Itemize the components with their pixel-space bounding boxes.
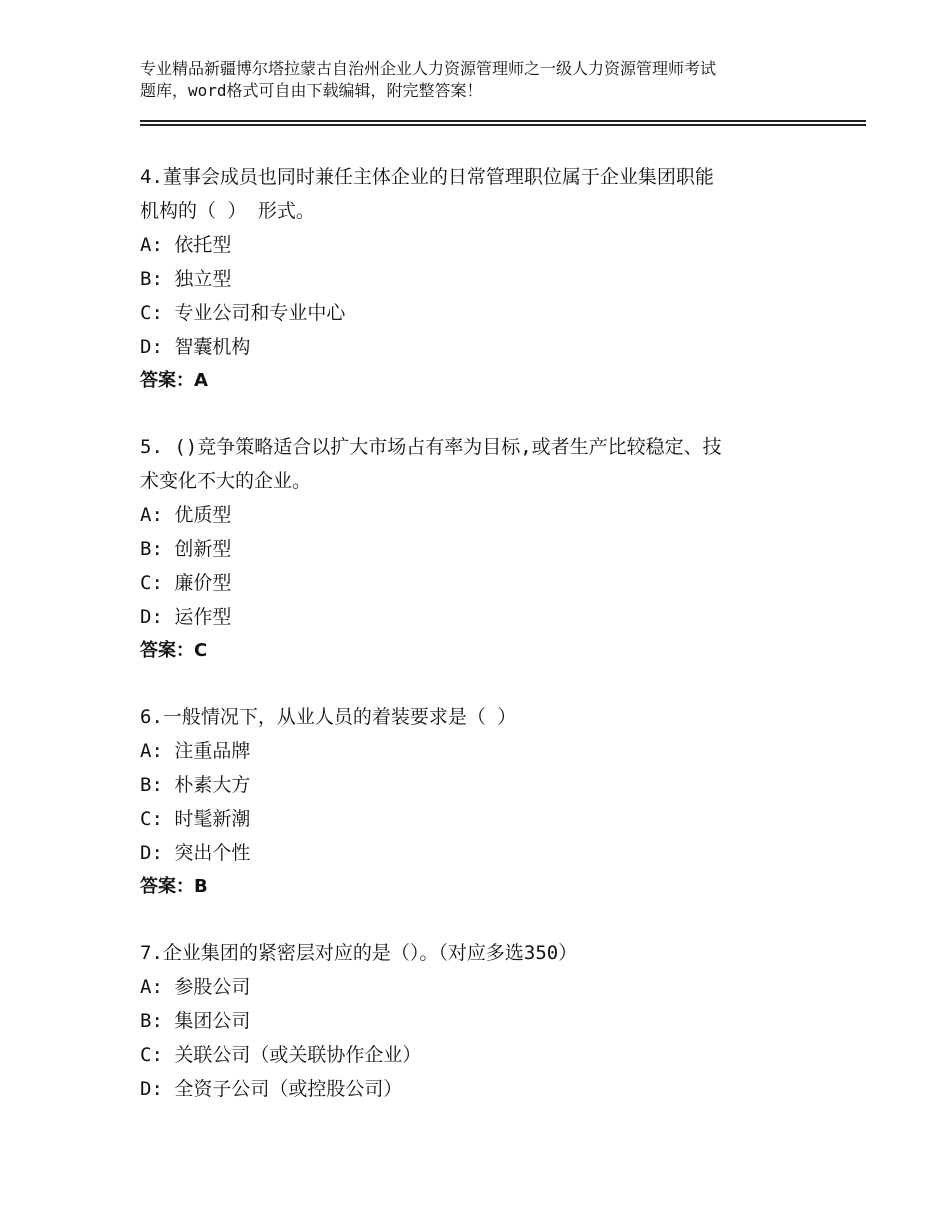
- question-6-option-a: A: 注重品牌: [140, 740, 251, 762]
- question-5-line-1: 5. ()竞争策略适合以扩大市场占有率为目标,或者生产比较稳定、技: [140, 436, 722, 458]
- question-6-option-d: D: 突出个性: [140, 842, 251, 864]
- question-7-option-b: B: 集团公司: [140, 1010, 251, 1032]
- question-5-line-2: 术变化不大的企业。: [140, 470, 312, 492]
- question-4-answer: 答案：A: [140, 370, 208, 391]
- question-4-option-a: A: 依托型: [140, 234, 232, 256]
- question-6: [140, 700, 840, 904]
- document-header: [140, 58, 840, 102]
- question-7-line-1: 7.企业集团的紧密层对应的是（）。（对应多选350）: [140, 942, 578, 964]
- header-divider-bottom: [140, 124, 866, 126]
- question-4-option-b: B: 独立型: [140, 268, 232, 290]
- question-4-line-1: 4.董事会成员也同时兼任主体企业的日常管理职位属于企业集团职能: [140, 166, 714, 188]
- question-5-option-c: C: 廉价型: [140, 572, 232, 594]
- question-4-option-d: D: 智囊机构: [140, 336, 251, 358]
- header-line-1: 专业精品新疆博尔塔拉蒙古自治州企业人力资源管理师之一级人力资源管理师考试: [140, 59, 717, 78]
- question-5-option-d: D: 运作型: [140, 606, 232, 628]
- question-7: [140, 936, 840, 1106]
- question-spacer: [140, 668, 840, 700]
- question-4: [140, 160, 840, 398]
- question-5-option-b: B: 创新型: [140, 538, 232, 560]
- question-6-option-c: C: 时髦新潮: [140, 808, 251, 830]
- header-divider-top: [140, 120, 866, 122]
- question-spacer: [140, 904, 840, 936]
- question-5-answer: 答案：C: [140, 640, 208, 661]
- question-7-option-d: D: 全资子公司（或控股公司）: [140, 1078, 403, 1100]
- header-line-2: 题库，word格式可自由下载编辑，附完整答案！: [140, 81, 483, 100]
- question-5-option-a: A: 优质型: [140, 504, 232, 526]
- question-6-answer: 答案：B: [140, 876, 208, 897]
- question-7-option-c: C: 关联公司（或关联协作企业）: [140, 1044, 422, 1066]
- question-6-line-1: 6.一般情况下，从业人员的着装要求是（ ）: [140, 706, 517, 728]
- question-5: [140, 430, 840, 668]
- question-4-line-2: 机构的（ ） 形式。: [140, 200, 315, 222]
- question-spacer: [140, 398, 840, 430]
- question-6-option-b: B: 朴素大方: [140, 774, 251, 796]
- question-7-option-a: A: 参股公司: [140, 976, 251, 998]
- question-list: [140, 160, 840, 1106]
- question-4-option-c: C: 专业公司和专业中心: [140, 302, 346, 324]
